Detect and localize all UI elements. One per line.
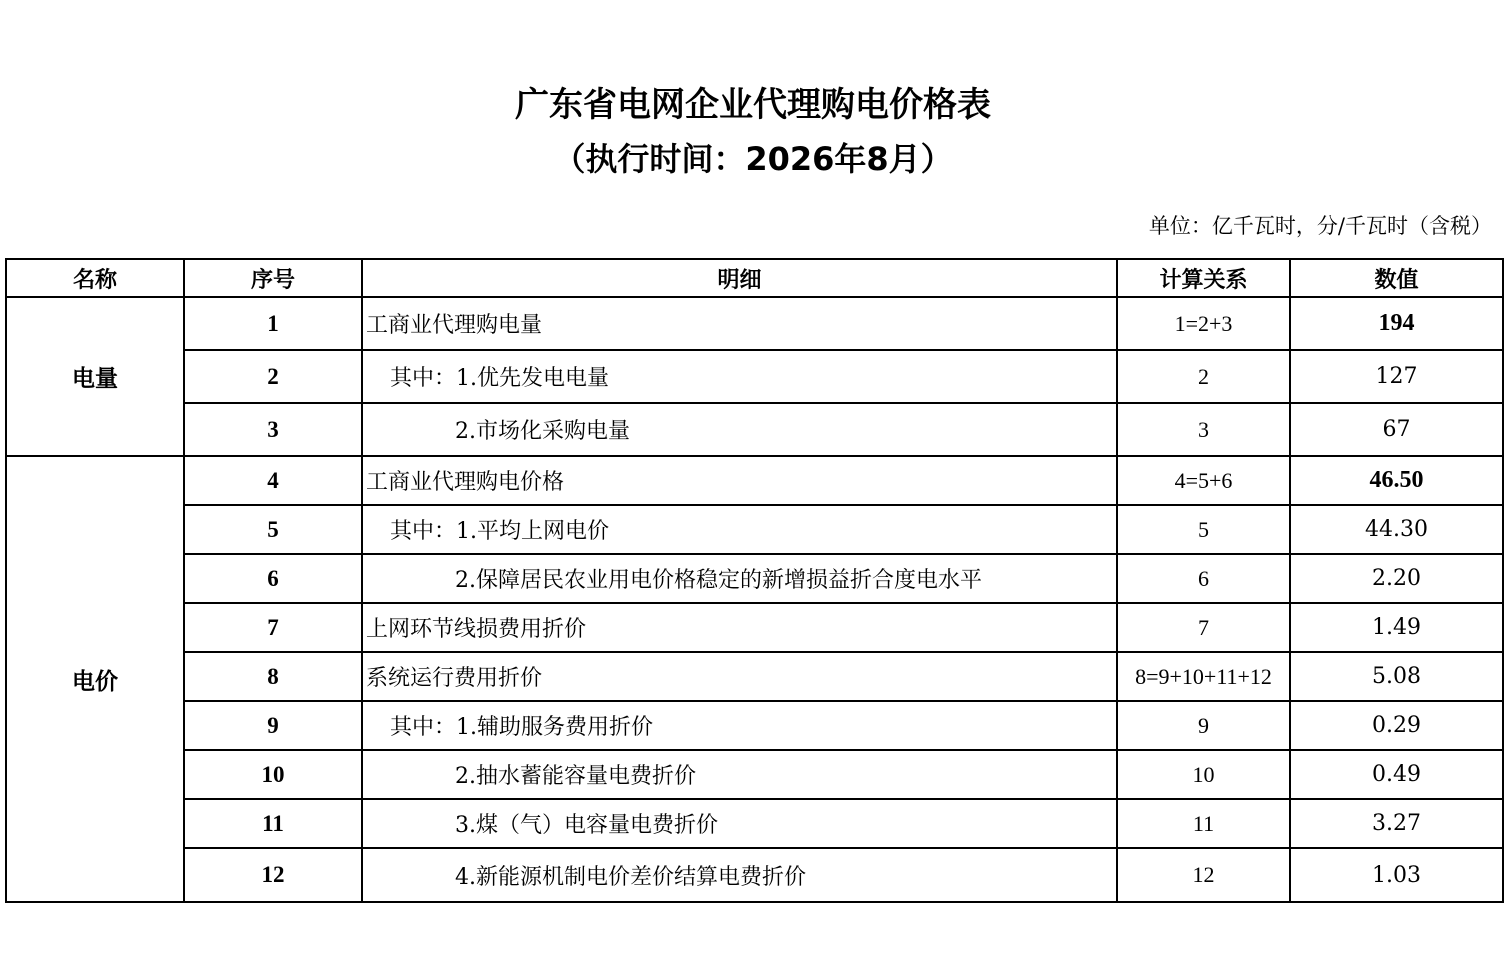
table-row xyxy=(6,750,1503,799)
row-calc: 12 xyxy=(1117,848,1290,902)
row-seq: 1 xyxy=(184,297,362,350)
row-detail: 4.新能源机制电价差价结算电费折价 xyxy=(362,848,1117,902)
row-value: 0.29 xyxy=(1290,701,1503,750)
row-detail: 2.抽水蓄能容量电费折价 xyxy=(362,750,1117,799)
row-calc: 3 xyxy=(1117,403,1290,456)
row-calc: 9 xyxy=(1117,701,1290,750)
page-subtitle: （执行时间：2026年8月） xyxy=(553,140,953,178)
table-row xyxy=(6,603,1503,652)
header-detail: 明细 xyxy=(362,259,1117,297)
row-seq: 4 xyxy=(184,456,362,505)
row-seq: 8 xyxy=(184,652,362,701)
row-seq: 2 xyxy=(184,350,362,403)
row-seq: 6 xyxy=(184,554,362,603)
group-volume: 电量 xyxy=(6,297,184,456)
row-calc: 11 xyxy=(1117,799,1290,848)
table-row xyxy=(6,456,1503,505)
table-row xyxy=(6,799,1503,848)
row-calc: 4=5+6 xyxy=(1117,456,1290,505)
row-seq: 12 xyxy=(184,848,362,902)
header-calc: 计算关系 xyxy=(1117,259,1290,297)
row-calc: 1=2+3 xyxy=(1117,297,1290,350)
row-seq: 11 xyxy=(184,799,362,848)
unit-note: 单位：亿千瓦时，分/千瓦时（含税） xyxy=(1148,214,1492,238)
table-row xyxy=(6,554,1503,603)
row-detail: 2.市场化采购电量 xyxy=(362,403,1117,456)
row-value: 1.49 xyxy=(1290,603,1503,652)
row-calc: 5 xyxy=(1117,505,1290,554)
row-value: 67 xyxy=(1290,403,1503,456)
row-detail: 上网环节线损费用折价 xyxy=(362,603,1117,652)
row-calc: 7 xyxy=(1117,603,1290,652)
row-value: 3.27 xyxy=(1290,799,1503,848)
header-value: 数值 xyxy=(1290,259,1503,297)
row-detail: 工商业代理购电价格 xyxy=(362,456,1117,505)
table-row xyxy=(6,350,1503,403)
header-name: 名称 xyxy=(6,259,184,297)
row-value: 0.49 xyxy=(1290,750,1503,799)
row-value: 44.30 xyxy=(1290,505,1503,554)
price-table xyxy=(5,258,1504,903)
row-calc: 2 xyxy=(1117,350,1290,403)
header-seq: 序号 xyxy=(184,259,362,297)
row-value: 46.50 xyxy=(1290,456,1503,505)
table-row xyxy=(6,297,1503,350)
row-value: 127 xyxy=(1290,350,1503,403)
table-row xyxy=(6,848,1503,902)
table-row xyxy=(6,701,1503,750)
row-detail: 工商业代理购电量 xyxy=(362,297,1117,350)
row-detail: 3.煤（气）电容量电费折价 xyxy=(362,799,1117,848)
row-detail: 其中：1.辅助服务费用折价 xyxy=(362,701,1117,750)
row-seq: 9 xyxy=(184,701,362,750)
row-value: 194 xyxy=(1290,297,1503,350)
row-seq: 10 xyxy=(184,750,362,799)
row-seq: 7 xyxy=(184,603,362,652)
row-detail: 其中：1.优先发电电量 xyxy=(362,350,1117,403)
row-seq: 3 xyxy=(184,403,362,456)
table-row xyxy=(6,403,1503,456)
row-detail: 2.保障居民农业用电价格稳定的新增损益折合度电水平 xyxy=(362,554,1117,603)
row-value: 5.08 xyxy=(1290,652,1503,701)
row-calc: 8=9+10+11+12 xyxy=(1117,652,1290,701)
row-value: 2.20 xyxy=(1290,554,1503,603)
row-calc: 10 xyxy=(1117,750,1290,799)
row-detail: 系统运行费用折价 xyxy=(362,652,1117,701)
group-price: 电价 xyxy=(6,456,184,902)
row-value: 1.03 xyxy=(1290,848,1503,902)
row-seq: 5 xyxy=(184,505,362,554)
row-detail: 其中：1.平均上网电价 xyxy=(362,505,1117,554)
table-row xyxy=(6,505,1503,554)
row-calc: 6 xyxy=(1117,554,1290,603)
page-title: 广东省电网企业代理购电价格表 xyxy=(515,85,991,125)
table-row xyxy=(6,652,1503,701)
table-header-row xyxy=(6,259,1503,297)
